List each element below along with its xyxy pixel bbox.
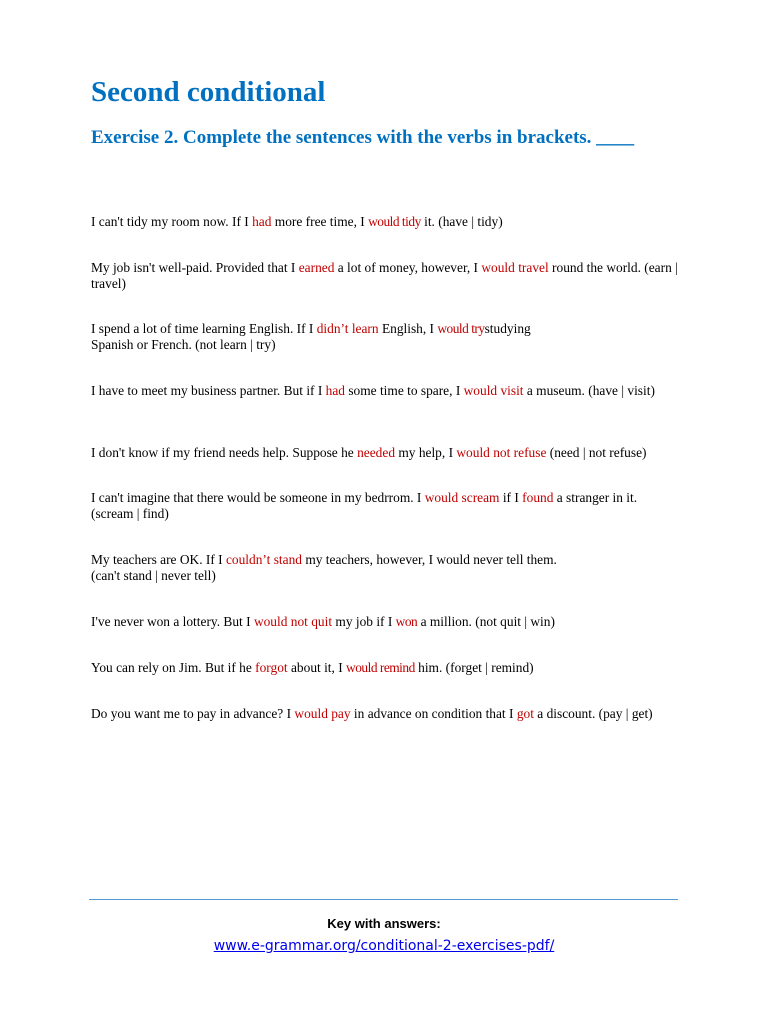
sentence-text: a million. (not quit | win) (417, 614, 555, 629)
sentence-text: a discount. (pay | get) (533, 706, 653, 721)
sentence-text: studying (484, 321, 531, 336)
answer-text: didn’t learn (316, 321, 379, 336)
answer-text: would travel (481, 260, 549, 275)
answer-key-link[interactable]: www.e-grammar.org/conditional-2-exercises-pdf/ (213, 938, 555, 954)
answer-text: would try (437, 321, 485, 336)
exercise-sentence (91, 660, 681, 676)
exercise-heading: Exercise 2. Complete the sentences with the verbs in brackets. ____ (91, 127, 635, 148)
sentence-text: Spanish or French. (not learn | try) (91, 337, 276, 352)
sentence-text: my teachers, however, I (301, 552, 437, 567)
exercise-sentence (91, 214, 681, 230)
sentence-text: I spend a lot of time learning English. If I (91, 321, 317, 336)
sentence-text: I have to meet my business partner. But if I (91, 383, 326, 398)
sentence-text: Do you want me to pay in advance? I (91, 706, 295, 721)
exercise-sentence (91, 383, 681, 399)
sentence-text: some time to spare, I (345, 383, 464, 398)
answer-key-link-container (0, 938, 768, 954)
sentence-text: a museum. (have | visit) (523, 383, 655, 398)
sentence-text: (can't stand | never tell) (91, 568, 216, 583)
sentence-text: (need | not refuse) (546, 445, 647, 460)
sentence-text: English, I (378, 321, 438, 336)
sentence-text: about it, I (287, 660, 347, 675)
sentence-text: more free time, I (271, 214, 369, 229)
sentence-text: You can rely on Jim. But if he (91, 660, 256, 675)
answer-text: would scream (424, 490, 500, 505)
sentence-text: my help, I (395, 445, 457, 460)
sentence-text: My job isn't well-paid. Provided that I (91, 260, 299, 275)
exercise-sentence (91, 445, 681, 461)
sentence-text: I don't know if my friend needs help. Suppose he (91, 445, 358, 460)
answer-text: found (522, 490, 554, 505)
sentence-text: My teachers are OK. If I (91, 552, 226, 567)
sentence-text: it. (have | tidy) (420, 214, 503, 229)
sentence-text: a lot of money, however, I (334, 260, 482, 275)
answer-text: would remind (346, 660, 415, 675)
answer-text: would tidy (368, 214, 421, 229)
answer-text: won (395, 614, 418, 629)
sentence-text: him. (forget | remind) (414, 660, 534, 675)
sentence-text: I've never won a lottery. But I (91, 614, 254, 629)
exercise-sentence (91, 706, 681, 722)
sentence-text: I can't imagine that there would be someone in my bedrrom. I (91, 490, 425, 505)
answer-text: got (516, 706, 534, 721)
answer-text: would pay (294, 706, 351, 721)
answer-text: earned (298, 260, 335, 275)
answer-text: forgot (255, 660, 288, 675)
sentence-text: my job if I (332, 614, 396, 629)
exercise-sentence (91, 614, 681, 630)
sentence-text: if I (499, 490, 523, 505)
sentence-text: round the world. (earn | travel) (91, 260, 678, 291)
exercise-sentence (91, 260, 681, 292)
answer-text: had (252, 214, 272, 229)
answer-text: had (325, 383, 345, 398)
footer-divider (89, 899, 678, 900)
answer-text: would not quit (253, 614, 333, 629)
answer-text: couldn’t stand (225, 552, 302, 567)
exercise-sentence (91, 490, 681, 522)
answer-text: needed (357, 445, 396, 460)
sentence-text: a stranger in it. (scream | find) (91, 490, 638, 521)
sentence-text: I can't tidy my room now. If I (91, 214, 253, 229)
answer-key-label: Key with answers: (327, 916, 441, 931)
answer-text: would not refuse (456, 445, 547, 460)
sentence-text: would never tell them. (436, 552, 557, 567)
page-title: Second conditional (91, 76, 326, 108)
sentence-text: in advance on condition that I (350, 706, 517, 721)
exercise-sentence (91, 321, 681, 353)
exercise-sentence (91, 552, 681, 584)
answer-text: would visit (463, 383, 524, 398)
